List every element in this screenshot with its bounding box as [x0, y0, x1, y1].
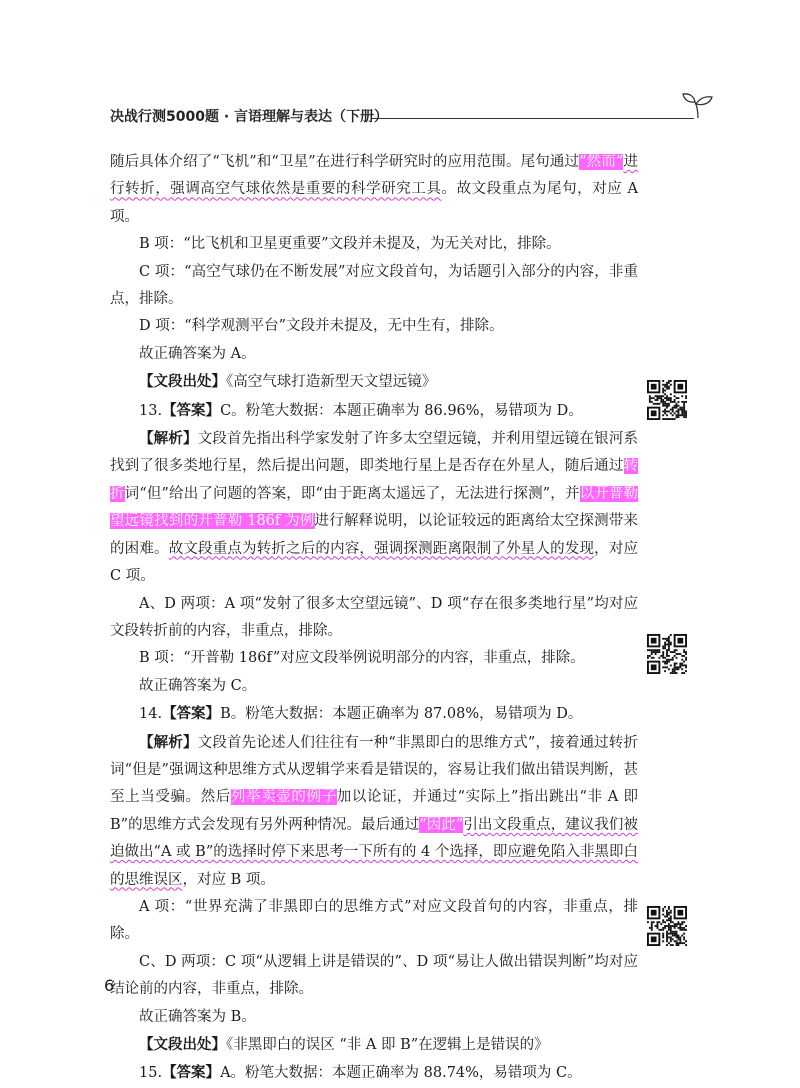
option-analysis: B 项：“比飞机和卫星更重要”文段并未提及，为无关对比，排除。: [139, 236, 561, 253]
key-sentence: 进行转折，强调高空气球依然是重要的科学研究工具: [110, 154, 639, 198]
answer-line-14: 14.【答案】B。粉笔大数据：本题正确率为 87.08%，易错项为 D。: [139, 705, 583, 723]
answer-line-13: 13.【答案】C。粉笔大数据：本题正确率为 86.96%，易错项为 D。: [139, 401, 583, 419]
analysis-13: 【解析】文段首先指出科学家发射了许多太空望远镜，并利用望远镜在银河系找到了很多类地行星，然后提出问题，即类地行星上是否存在外星人，随后通过转折词“但”给出了问题的答案，即“由于距离太遥远了，无法进行探测”，并以开普勒望远镜找到的开普勒 186f 为例进行解释说明，以论证较远的距离给太空探测带来的困难。故文段重点为转折之后的内容，强调探测距离限制了外星人的发现，对应 C 项。: [110, 430, 639, 585]
running-header: [110, 106, 710, 130]
sprout-icon: [678, 90, 718, 122]
paragraph: 随后具体介绍了“飞机”和“卫星”在进行科学研究时的应用范围。尾句通过“然而”进行转折，强调高空气球依然是重要的科学研究工具。故文段重点为尾句，对应 A 项。: [110, 154, 639, 225]
header-rule: [372, 118, 694, 119]
option-analysis: B 项：“开普勒 186f”对应文段举例说明部分的内容，非重点，排除。: [139, 650, 585, 667]
qr-code-icon[interactable]: [647, 906, 687, 946]
key-sentence: 引出文段重点，建议我们被迫做出“A 或 B”的选择时停下来思考一下所有的 4 个选择，即应避免陷入非黑即白的思维误区: [110, 816, 638, 888]
source-line: 【文段出处】《非黑即白的误区 “非 A 即 B”在逻辑上是错误的》: [139, 1036, 549, 1053]
qr-code-icon[interactable]: [647, 634, 687, 674]
highlight: 以开普勒望远镜找到的开普勒 186f 为例: [110, 485, 639, 530]
option-analysis: D 项：“科学观测平台”文段并未提及，无中生有，排除。: [139, 318, 504, 335]
qr-code-icon[interactable]: [647, 380, 687, 420]
analysis-14: 【解析】文段首先论述人们往往有一种“非黑即白的思维方式”，接着通过转折词“但是”强调这种思维方式从逻辑学来看是错误的，容易让我们做出错误判断，甚至上当受骗。然后列举卖壶的例子加以论证，并通过“实际上”指出跳出“非 A 即 B”的思维方式会发现有另外两种情况。最后通过“因此”引出文段重点，建议我们被迫做出“A 或 B”的选择时停下来思考一下所有的 4 个选择，即应避免陷入非黑即白的思维误区，对应 B 项。: [110, 733, 638, 888]
option-analysis: A、D 两项：A 项“发射了很多太空望远镜”、D 项“存在很多类地行星”均对应文段转折前的内容，非重点，排除。: [110, 595, 638, 639]
final-answer: 故正确答案为 B。: [139, 1008, 256, 1025]
highlight: “然而”: [579, 154, 624, 170]
page-number: 6: [104, 976, 115, 995]
final-answer: 故正确答案为 A。: [139, 345, 256, 362]
option-analysis: C、D 两项：C 项“从逻辑上讲是错误的”、D 项“易让人做出错误判断”均对应结论前的内容，非重点，排除。: [110, 953, 638, 998]
highlight: 转折: [110, 458, 638, 502]
highlight: “因此”: [419, 816, 464, 833]
answer-explanations: [110, 149, 638, 1088]
key-sentence: 故文段重点为转折之后的内容，强调探测距离限制了外星人的发现: [168, 540, 595, 557]
option-analysis: C 项：“高空气球仍在不断发展”对应文段首句，为话题引入部分的内容，非重点，排除。: [110, 263, 638, 308]
source-line: 【文段出处】《高空气球打造新型天文望远镜》: [139, 373, 437, 391]
answer-line-15: 15.【答案】A。粉笔大数据：本题正确率为 88.74%，易错项为 C。: [139, 1064, 582, 1082]
highlight: 列举卖壶的例子: [230, 789, 337, 806]
book-title: 决战行测5000题 · 言语理解与表达（下册）: [110, 109, 389, 125]
final-answer: 故正确答案为 C。: [139, 677, 257, 694]
option-analysis: A 项：“世界充满了非黑即白的思维方式”对应文段首句的内容，非重点，排除。: [110, 898, 638, 943]
